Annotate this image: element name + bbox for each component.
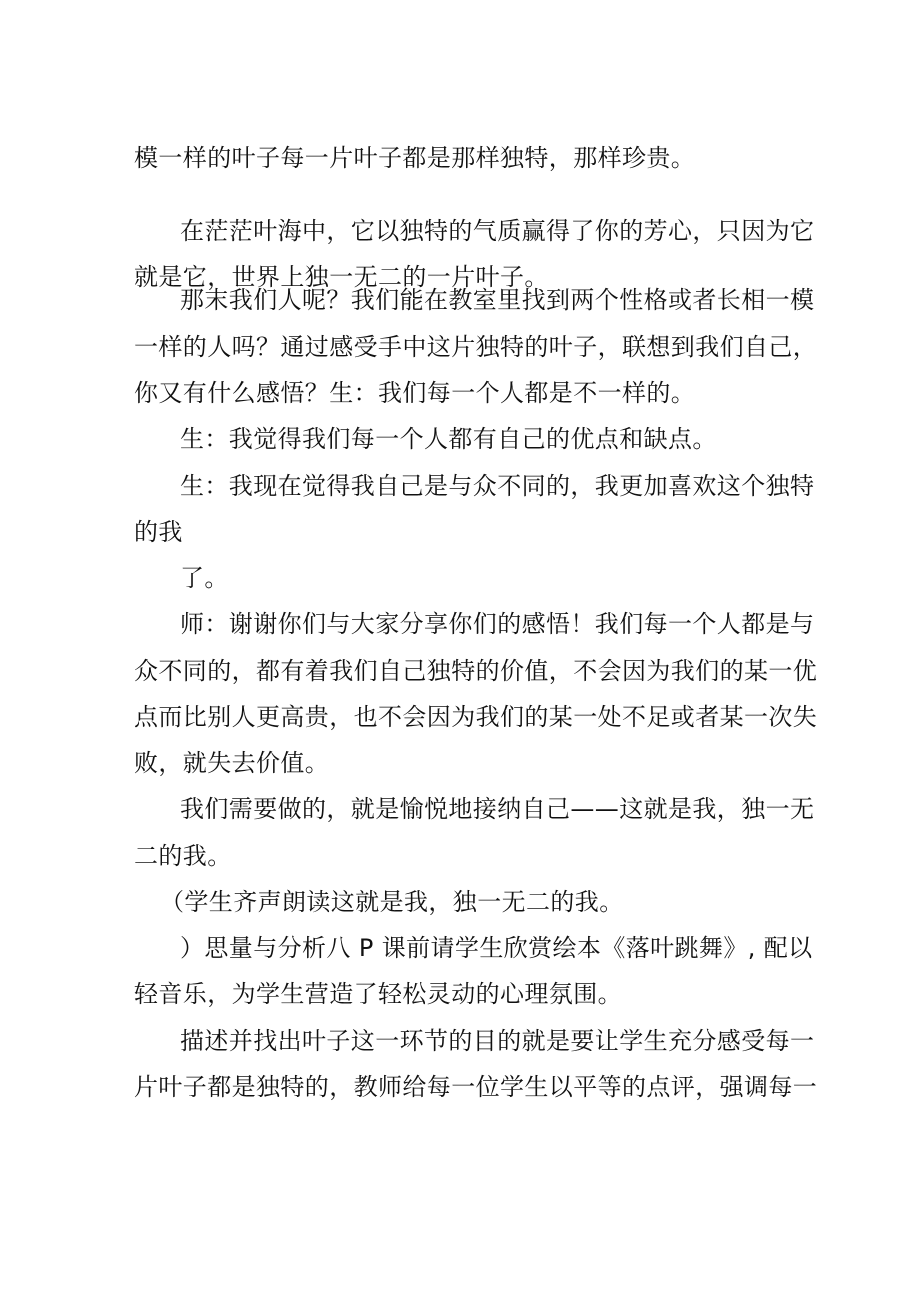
text-line-12: 众不同的，都有着我们自己独特的价值，不会因为我们的某一优 — [134, 657, 818, 685]
text-line-15: 我们需要做的，就是愉悦地接纳自己——这就是我，独一无 — [180, 795, 815, 823]
text-line-13: 点而比别人更高贵，也不会因为我们的某一处不足或者某一次失 — [134, 703, 818, 731]
text-line-19: 轻音乐，为学生营造了轻松灵动的心理氛围。 — [134, 980, 622, 1008]
text-line-16: 二的我。 — [134, 842, 232, 870]
text-line-9: 的我 — [134, 518, 183, 546]
text-line-14: 败，就失去价值。 — [134, 749, 330, 777]
text-line-11: 师：谢谢你们与大家分享你们的感悟！我们每一个人都是与 — [180, 610, 815, 638]
text-line-2: 在茫茫叶海中，它以独特的气质赢得了你的芳心，只因为它 — [180, 217, 815, 245]
text-line-6: 你又有什么感悟？生：我们每一个人都是不一样的。 — [134, 379, 696, 407]
text-line-4: 那末我们人呢？我们能在教室里找到两个性格或者长相一模 — [180, 286, 815, 314]
text-line-8: 生：我现在觉得我自己是与众不同的，我更加喜欢这个独特 — [180, 472, 815, 500]
text-line-1: 模一样的叶子每一片叶子都是那样独特，那样珍贵。 — [134, 144, 696, 172]
text-line-5: 一样的人吗？通过感受手中这片独特的叶子，联想到我们自己， — [134, 333, 818, 361]
text-line-7: 生：我觉得我们每一个人都有自己的优点和缺点。 — [180, 425, 717, 453]
text-line-20: 描述并找出叶子这一环节的目的就是要让学生充分感受每一 — [180, 1027, 815, 1055]
text-line-3: 就是它，世界上独一无二的一片叶子。 — [134, 263, 549, 291]
text-line-18: ）思量与分析八 P 课前请学生欣赏绘本《落叶跳舞》, 配以 — [180, 934, 813, 962]
text-line-21: 片叶子都是独特的，教师给每一位学生以平等的点评，强调每一 — [134, 1073, 818, 1101]
text-line-10: 了。 — [180, 564, 229, 592]
text-line-17: （学生齐声朗读这就是我，独一无二的我。 — [160, 888, 624, 916]
